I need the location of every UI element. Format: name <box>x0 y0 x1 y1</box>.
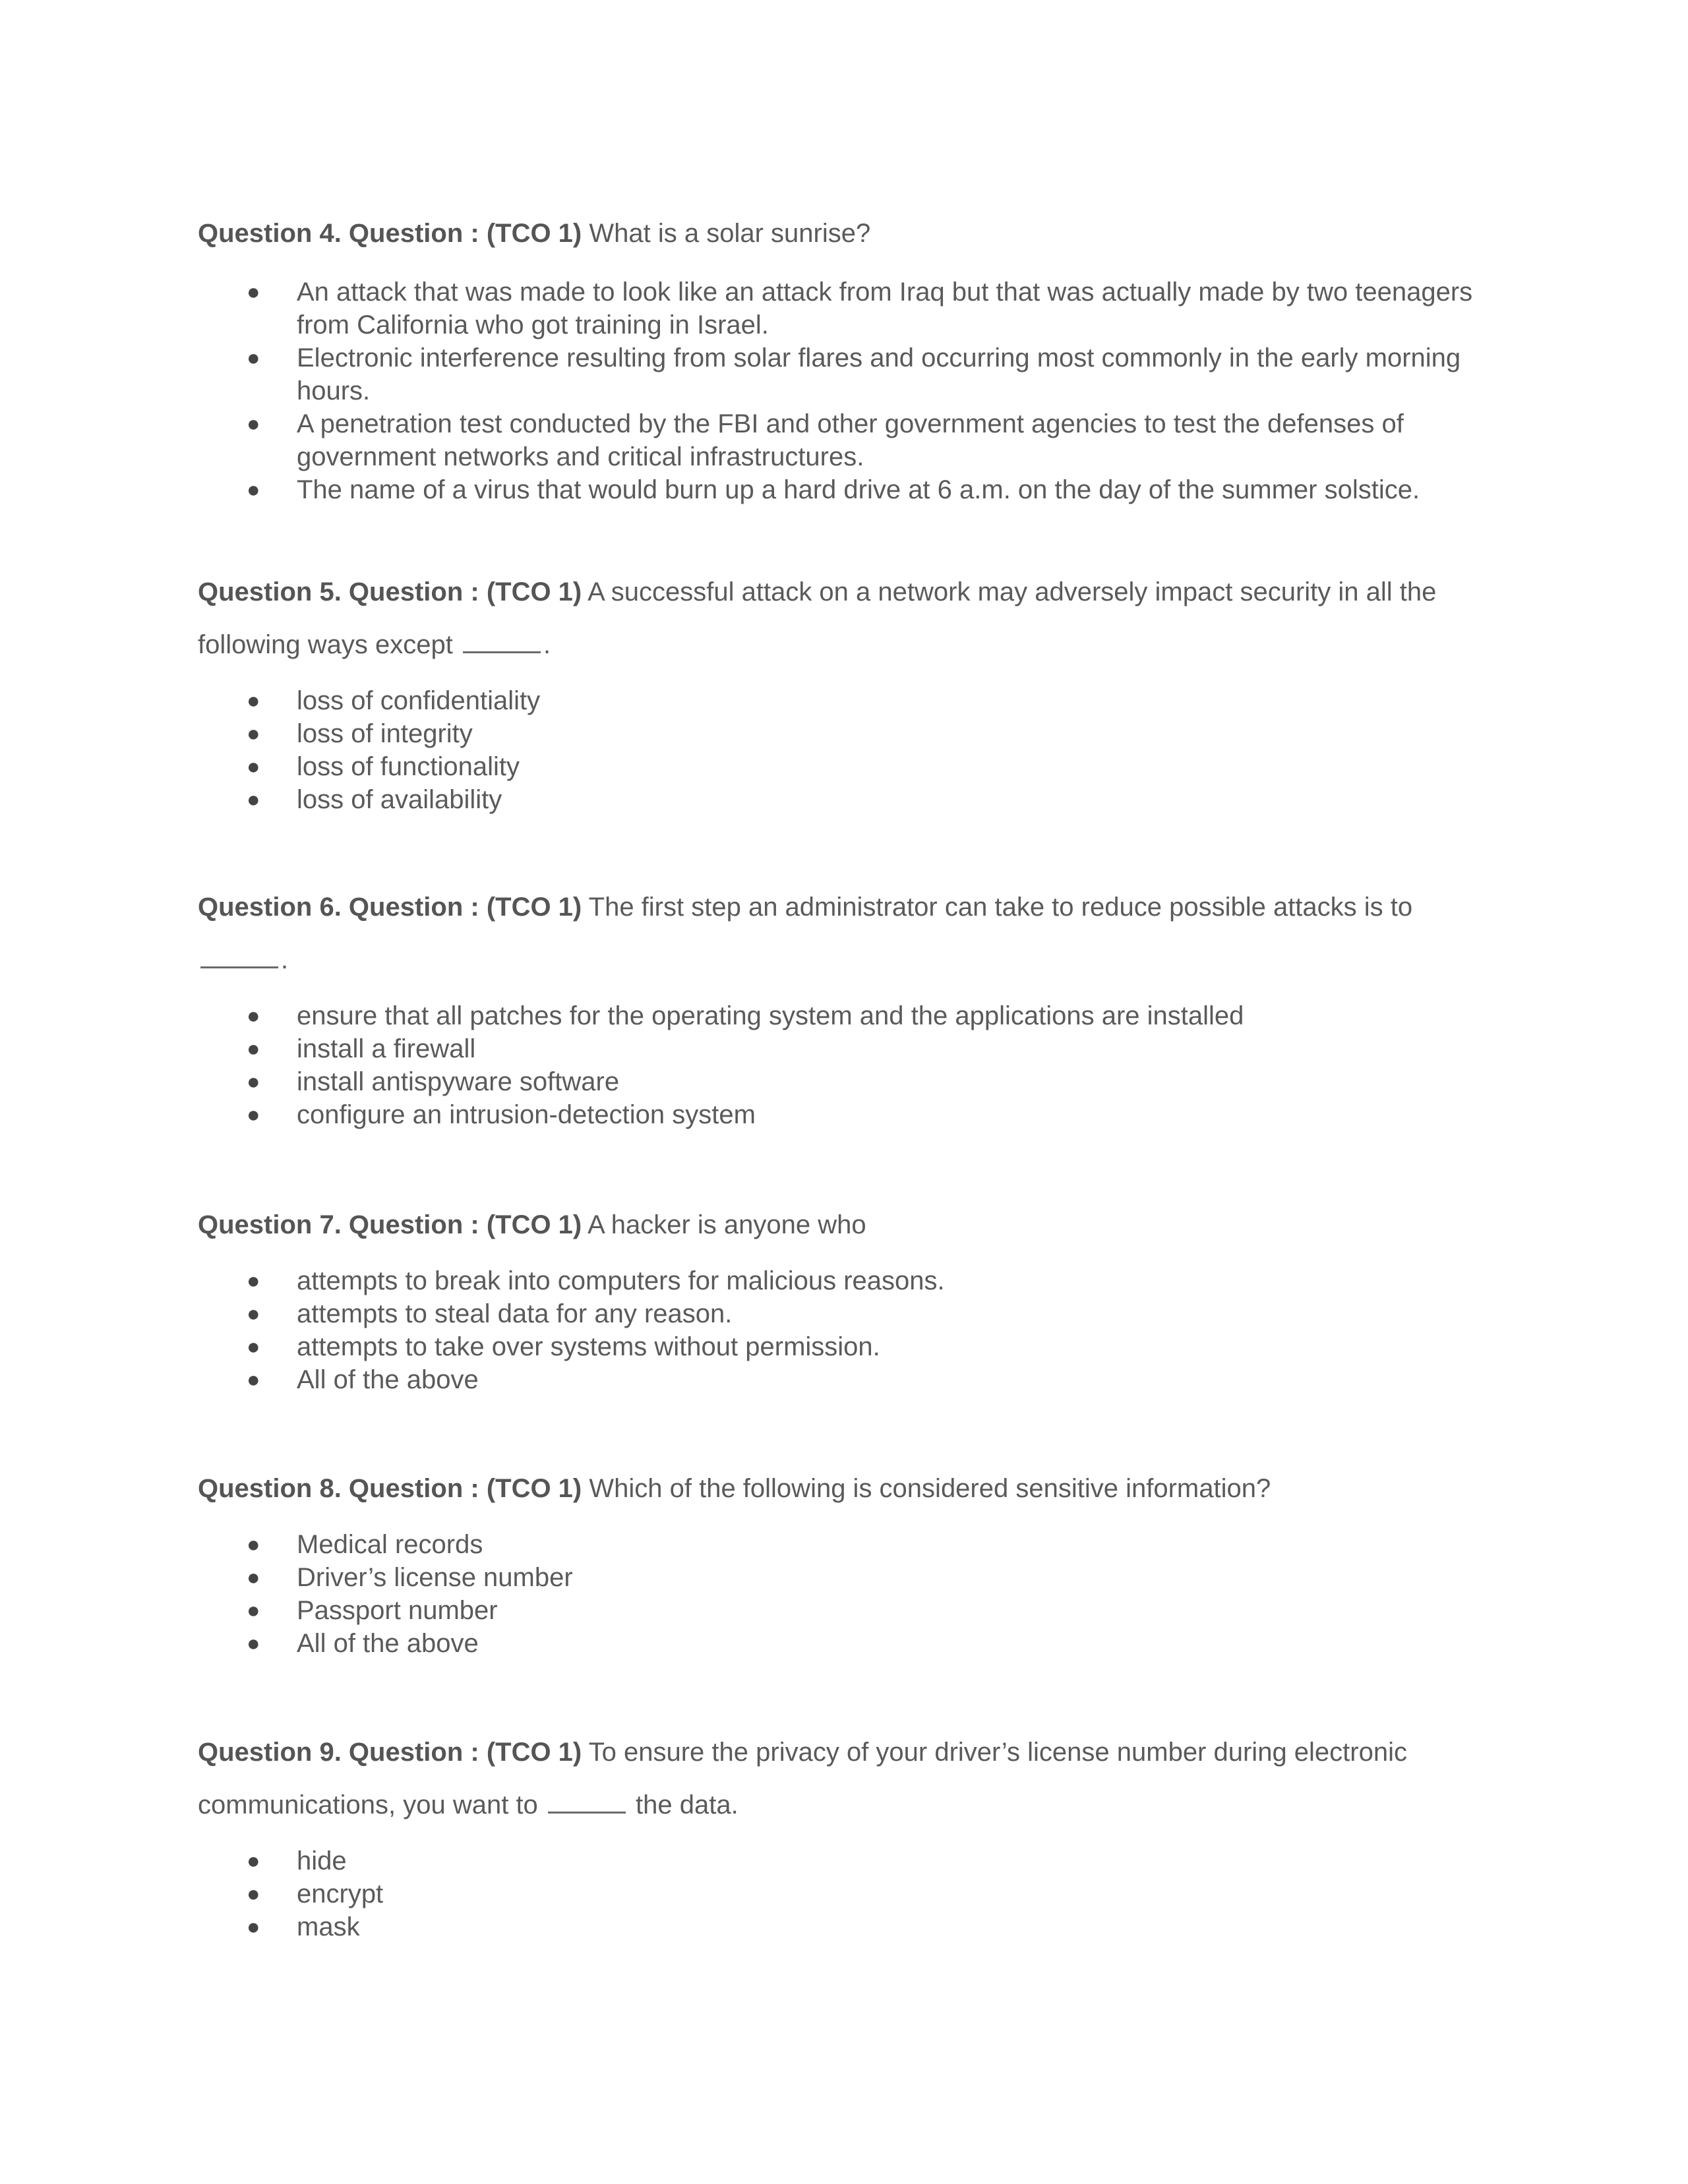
answer-blank <box>463 651 541 653</box>
bullet-icon: ● <box>247 1003 260 1028</box>
answer-blank <box>200 966 278 968</box>
question-5-prompt <box>198 566 1490 671</box>
answer-blank <box>548 1812 626 1814</box>
option-text: An attack that was made to look like an attack from Iraq but that was actually made by two teenagers from California who got training in Israel. <box>297 278 1473 339</box>
bullet-icon: ● <box>247 1565 260 1590</box>
list-item <box>198 717 1490 750</box>
bullet-icon: ● <box>247 688 260 713</box>
bullet-icon: ● <box>247 1631 260 1656</box>
question-4-text: What is a solar sunrise? <box>582 219 871 248</box>
question-9-text: To ensure the privacy of your driver’s license number during electronic communications, you want to <box>198 1738 1407 1819</box>
option-text: attempts to take over systems without permission. <box>297 1332 880 1361</box>
question-6-options <box>198 999 1490 1131</box>
bullet-icon: ● <box>247 787 260 812</box>
question-6-heading: Question 6. Question : (TCO 1) <box>198 893 582 922</box>
option-text: loss of availability <box>297 785 502 814</box>
question-5-text-end: . <box>543 630 551 659</box>
bullet-icon: ● <box>247 1102 260 1127</box>
list-item <box>198 1032 1490 1065</box>
question-4 <box>198 210 1490 506</box>
question-7 <box>198 1198 1490 1396</box>
option-text: install antispyware software <box>297 1067 620 1096</box>
list-item <box>198 1910 1490 1943</box>
option-text: Passport number <box>297 1596 498 1625</box>
list-item <box>198 341 1490 407</box>
question-5-options <box>198 684 1490 816</box>
option-text: All of the above <box>297 1629 479 1658</box>
question-9-options <box>198 1845 1490 1943</box>
question-9 <box>198 1726 1490 1943</box>
list-item <box>198 1627 1490 1660</box>
question-8 <box>198 1462 1490 1660</box>
option-text: install a firewall <box>297 1034 476 1063</box>
question-9-prompt <box>198 1726 1490 1831</box>
question-5-text: A successful attack on a network may adversely impact security in all the following ways except <box>198 577 1437 659</box>
question-5-heading: Question 5. Question : (TCO 1) <box>198 577 582 606</box>
option-text: Electronic interference resulting from solar flares and occurring most commonly in the early morning hours. <box>297 343 1461 405</box>
list-item <box>198 750 1490 783</box>
question-7-options <box>198 1264 1490 1396</box>
bullet-icon: ● <box>247 477 260 502</box>
question-6-prompt <box>198 881 1490 986</box>
option-text: A penetration test conducted by the FBI and other government agencies to test the defenses of government networks and critical infrastructures. <box>297 409 1404 471</box>
list-item <box>198 684 1490 717</box>
question-7-prompt <box>198 1198 1490 1251</box>
list-item <box>198 1561 1490 1594</box>
question-6 <box>198 881 1490 1131</box>
question-7-heading: Question 7. Question : (TCO 1) <box>198 1210 582 1239</box>
question-5 <box>198 566 1490 816</box>
bullet-icon: ● <box>247 1532 260 1557</box>
bullet-icon: ● <box>247 1598 260 1623</box>
option-text: All of the above <box>297 1365 479 1394</box>
question-6-text: The first step an administrator can take to reduce possible attacks is to <box>582 893 1413 922</box>
list-item <box>198 1330 1490 1363</box>
question-6-text-end: . <box>281 945 289 974</box>
question-9-text-end: the data. <box>628 1790 738 1819</box>
option-text: The name of a virus that would burn up a hard drive at 6 a.m. on the day of the summer solstice. <box>297 475 1420 504</box>
bullet-icon: ● <box>247 345 260 370</box>
bullet-icon: ● <box>247 1268 260 1293</box>
bullet-icon: ● <box>247 1848 260 1874</box>
list-item <box>198 1363 1490 1396</box>
question-4-heading: Question 4. Question : (TCO 1) <box>198 219 582 248</box>
question-4-prompt <box>198 210 1490 257</box>
option-text: configure an intrusion-detection system <box>297 1100 756 1129</box>
option-text: hide <box>297 1846 347 1875</box>
option-text: Medical records <box>297 1530 483 1559</box>
list-item <box>198 783 1490 816</box>
option-text: attempts to break into computers for malicious reasons. <box>297 1266 945 1295</box>
list-item <box>198 1528 1490 1561</box>
bullet-icon: ● <box>247 1036 260 1061</box>
option-text: loss of confidentiality <box>297 686 541 715</box>
bullet-icon: ● <box>247 1881 260 1906</box>
list-item <box>198 1594 1490 1627</box>
list-item <box>198 473 1490 506</box>
list-item <box>198 1264 1490 1297</box>
bullet-icon: ● <box>247 411 260 436</box>
bullet-icon: ● <box>247 1367 260 1392</box>
bullet-icon: ● <box>247 280 260 305</box>
question-4-options <box>198 276 1490 506</box>
bullet-icon: ● <box>247 1069 260 1094</box>
bullet-icon: ● <box>247 1334 260 1359</box>
option-text: encrypt <box>297 1879 384 1908</box>
list-item <box>198 407 1490 473</box>
bullet-icon: ● <box>247 721 260 746</box>
question-9-heading: Question 9. Question : (TCO 1) <box>198 1738 582 1767</box>
option-text: attempts to steal data for any reason. <box>297 1299 733 1328</box>
question-8-options <box>198 1528 1490 1660</box>
list-item <box>198 1877 1490 1910</box>
option-text: Driver’s license number <box>297 1563 573 1592</box>
option-text: loss of integrity <box>297 719 473 748</box>
list-item <box>198 276 1490 341</box>
bullet-icon: ● <box>247 1914 260 1939</box>
question-8-heading: Question 8. Question : (TCO 1) <box>198 1474 582 1503</box>
bullet-icon: ● <box>247 754 260 779</box>
question-7-text: A hacker is anyone who <box>582 1210 866 1239</box>
bullet-icon: ● <box>247 1301 260 1326</box>
option-text: loss of functionality <box>297 752 520 781</box>
question-8-prompt <box>198 1462 1490 1515</box>
list-item <box>198 1098 1490 1131</box>
list-item <box>198 1065 1490 1098</box>
list-item <box>198 1297 1490 1330</box>
question-8-text: Which of the following is considered sensitive information? <box>582 1474 1271 1503</box>
option-text: ensure that all patches for the operating system and the applications are installed <box>297 1001 1244 1030</box>
list-item <box>198 999 1490 1032</box>
option-text: mask <box>297 1912 360 1941</box>
list-item <box>198 1845 1490 1877</box>
